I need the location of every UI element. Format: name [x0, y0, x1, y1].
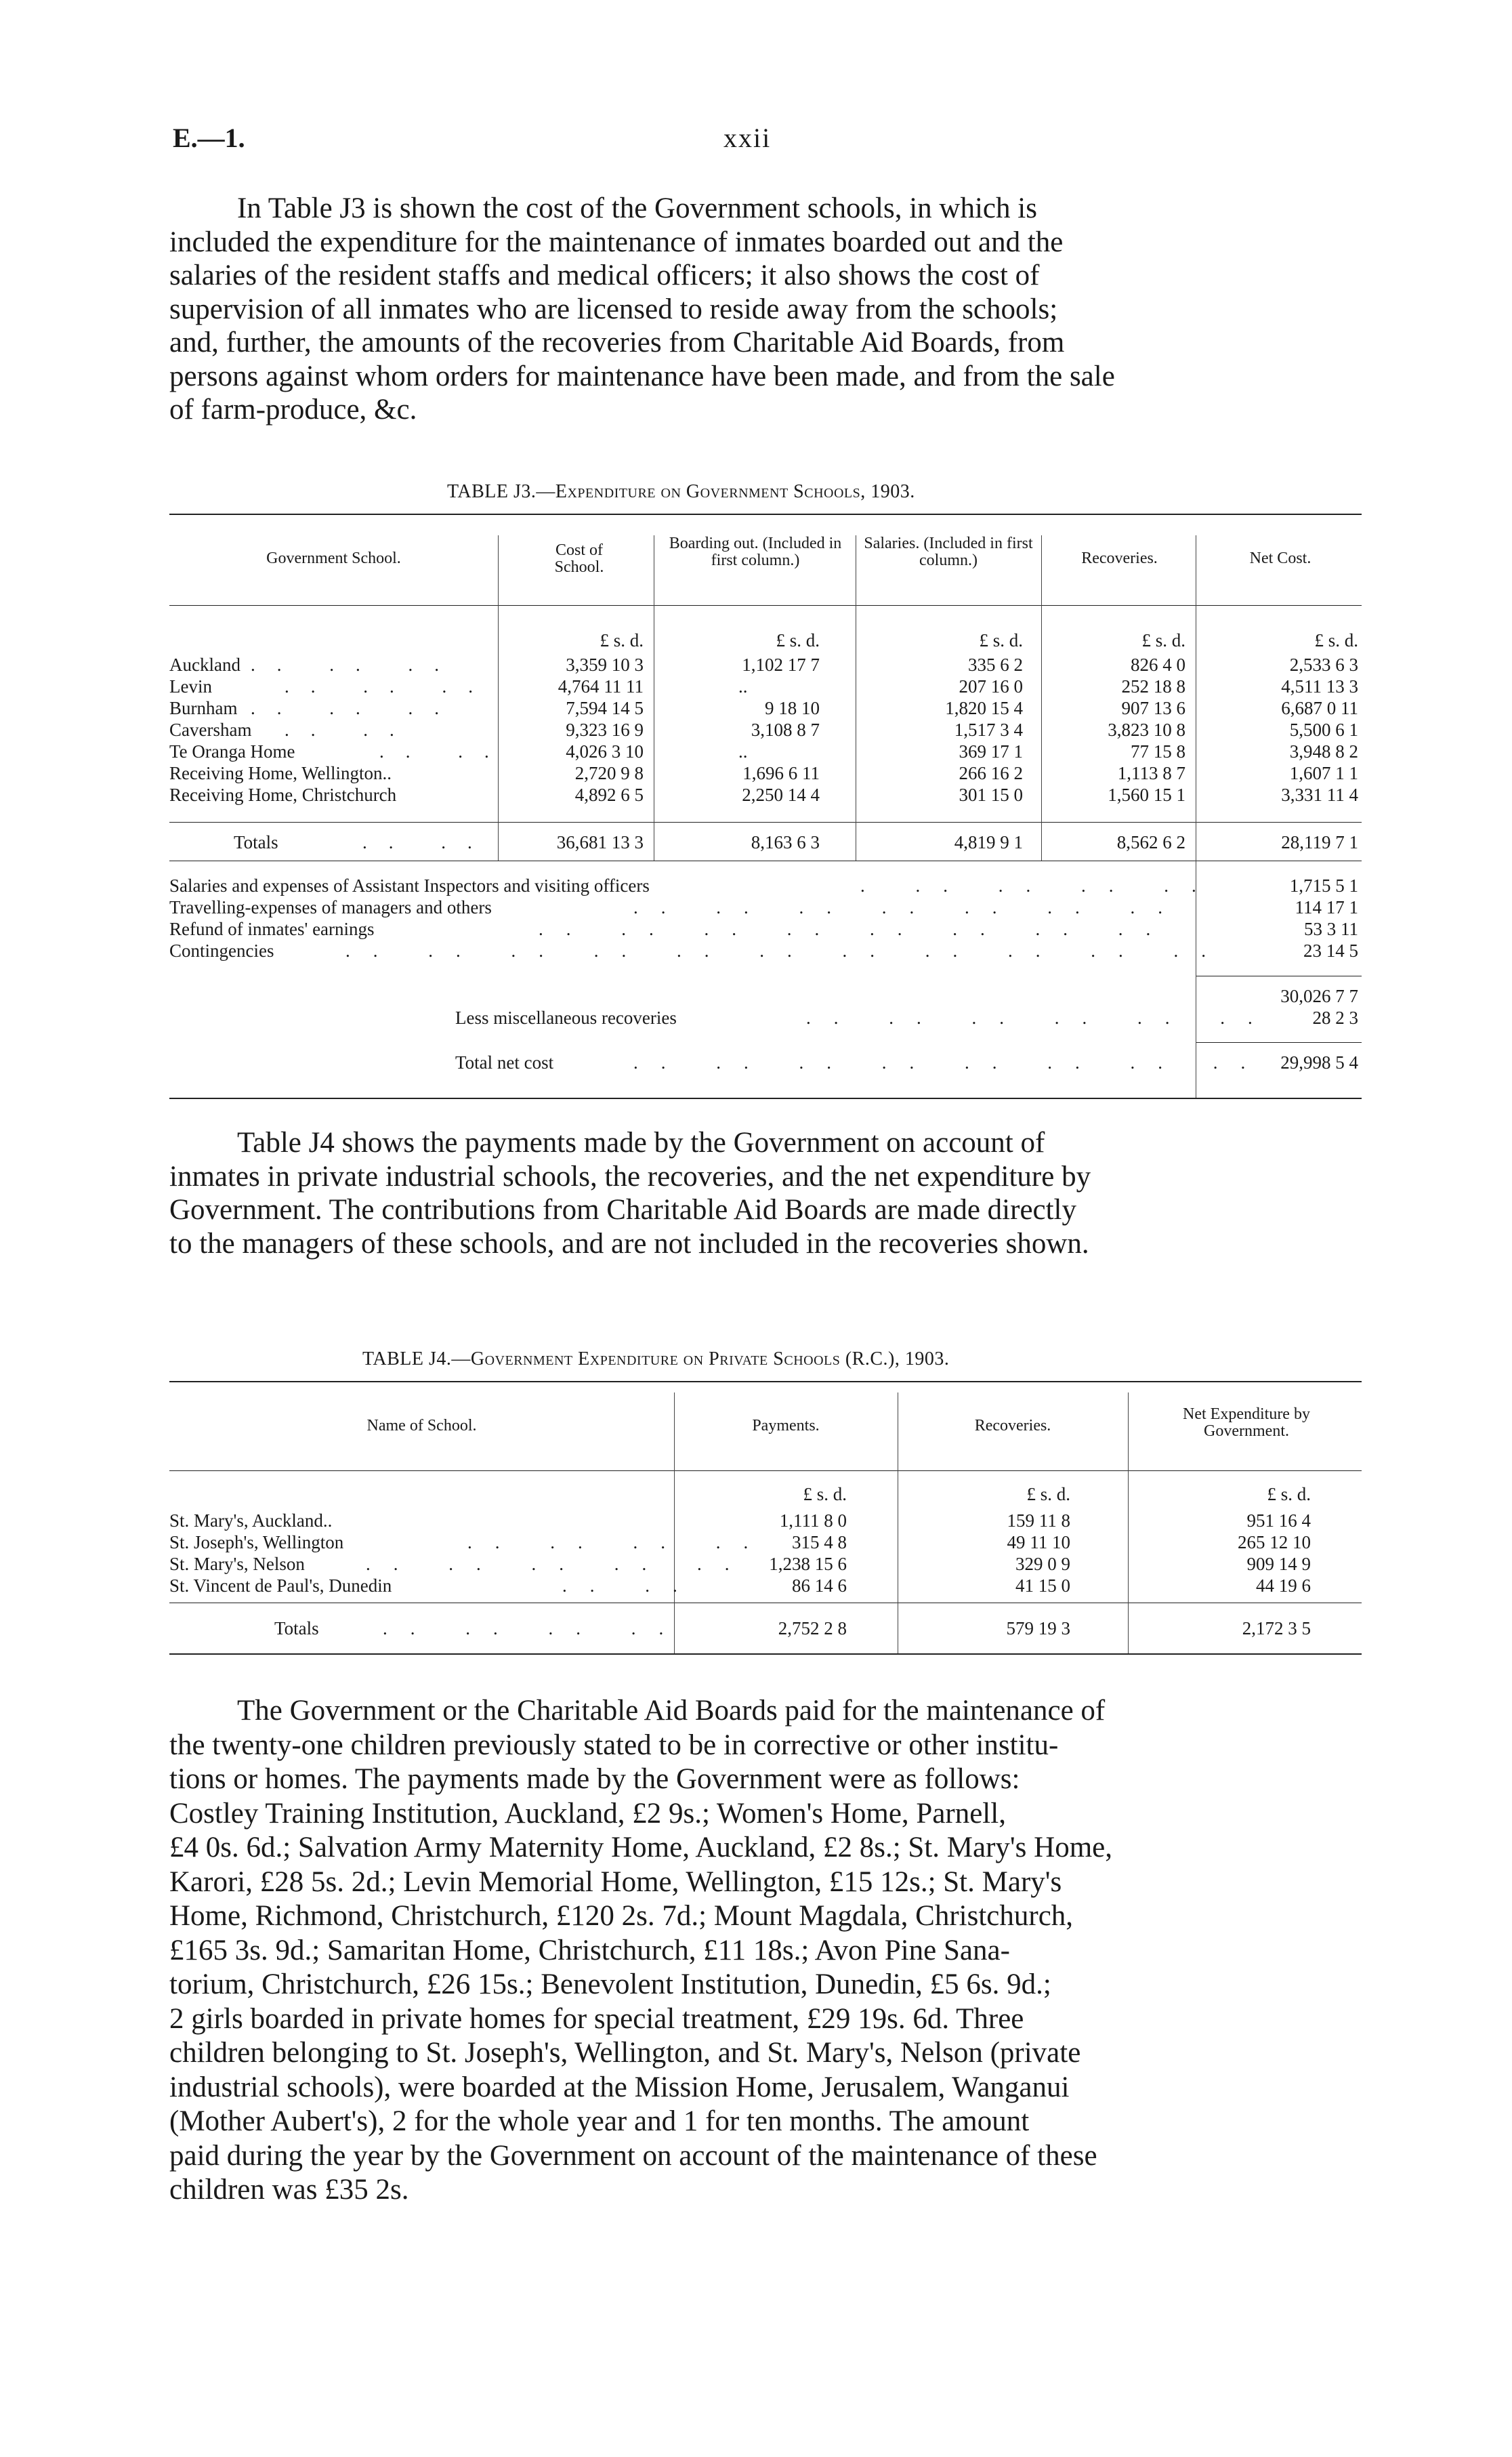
para-line: children was £35 2s. — [169, 2174, 409, 2206]
leader-dots: . .. .. .. .. — [860, 875, 1219, 896]
para-line: and, further, the amounts of the recoveries from Charitable Aid Boards, from — [169, 327, 1065, 358]
units-label: £ s. d. — [600, 630, 644, 651]
para-line: torium, Christchurch, £26 15s.; Benevolent Institution, Dunedin, £5 6s. 9d.; — [169, 1968, 1051, 2000]
para-line: industrial schools), were boarded at the Mission Home, Jerusalem, Wanganui — [169, 2071, 1070, 2103]
cost-cell: 4,892 6 5 — [574, 785, 644, 805]
para-line: the twenty-one children previously stated to be in corrective or other institu- — [169, 1729, 1059, 1761]
intro-paragraph — [169, 192, 1362, 427]
col-header-boarding: Boarding out. (Included in first column.) — [669, 535, 842, 569]
recoveries-total: 8,562 6 2 — [1116, 832, 1185, 852]
salaries-cell: 301 15 0 — [959, 785, 1023, 805]
totals-label: Totals .. .. — [234, 832, 494, 852]
payments-cell: 1,111 8 0 — [779, 1510, 847, 1531]
recoveries-cell: 159 11 8 — [1007, 1510, 1070, 1531]
extra-value: 1,715 5 1 — [1289, 875, 1358, 896]
extra-label: Contingencies — [169, 941, 274, 961]
school-name: Receiving Home, Wellington.. — [169, 763, 392, 783]
para-line: 2 girls boarded in private homes for special treatment, £29 19s. 6d. Three — [169, 2002, 1024, 2035]
table-j3-caption — [447, 481, 915, 503]
cost-cell: 4,764 11 11 — [558, 676, 644, 697]
school-name: Levin .. .. .. — [169, 676, 495, 697]
payments-cell: 1,238 15 6 — [769, 1554, 847, 1574]
school-name: Auckland .. .. .. — [169, 655, 461, 675]
leader-dots: .. .. .. .. .. .. .. .. — [633, 1052, 1269, 1073]
units-label: £ s. d. — [979, 630, 1023, 651]
para-line: (Mother Aubert's), 2 for the whole year and 1 for ten months. The amount — [169, 2105, 1030, 2137]
boarding-cell: .. — [738, 676, 748, 697]
salaries-cell: 1,517 3 4 — [954, 720, 1023, 740]
payments-paragraph — [169, 1694, 1362, 2208]
units-label: £ s. d. — [1141, 630, 1185, 651]
table-j4-caption — [362, 1348, 949, 1370]
table-caption-prefix: TABLE J4.— — [362, 1348, 471, 1369]
salaries-total: 4,819 9 1 — [954, 832, 1023, 852]
net-cell: 44 19 6 — [1256, 1575, 1311, 1596]
table-caption-prefix: TABLE J3.— — [447, 481, 555, 502]
para-line: £165 3s. 9d.; Samaritan Home, Christchurch, £11 18s.; Avon Pine Sana- — [169, 1934, 1010, 1966]
less-value: 28 2 3 — [1312, 1008, 1358, 1028]
table-caption-title: Government Expenditure on Private Schools (R.C.), 1903. — [470, 1348, 950, 1369]
cost-cell: 7,594 14 5 — [566, 698, 644, 718]
col-header-school: Government School. — [266, 550, 401, 567]
units-label: £ s. d. — [1314, 630, 1358, 651]
net-cell: 909 14 9 — [1246, 1554, 1311, 1574]
cost-cell: 2,720 9 8 — [574, 763, 644, 783]
boarding-cell: 3,108 8 7 — [751, 720, 820, 740]
para-line: In Table J3 is shown the cost of the Government schools, in which is — [237, 192, 1037, 224]
subtotal-value: 30,026 7 7 — [1280, 986, 1358, 1006]
boarding-cell: 9 18 10 — [765, 698, 820, 718]
col-header-recoveries: Recoveries. — [974, 1417, 1051, 1434]
extra-label: Refund of inmates' earnings — [169, 919, 375, 939]
boarding-total: 8,163 6 3 — [751, 832, 820, 852]
extra-label: Salaries and expenses of Assistant Inspectors and visiting officers — [169, 875, 650, 896]
para-line: The Government or the Charitable Aid Boards paid for the maintenance of — [237, 1695, 1106, 1727]
col-header-name: Name of School. — [366, 1417, 477, 1434]
extra-value: 114 17 1 — [1295, 897, 1358, 917]
cost-cell: 9,323 16 9 — [566, 720, 644, 740]
school-name: St. Mary's, Nelson .. .. .. .. .. — [169, 1554, 753, 1574]
school-name: St. Vincent de Paul's, Dunedin .. .. — [169, 1575, 700, 1596]
salaries-cell: 207 16 0 — [959, 676, 1023, 697]
col-header-salaries: Salaries. (Included in first column.) — [864, 535, 1033, 569]
net-cell: 3,331 11 4 — [1281, 785, 1358, 805]
boarding-cell: .. — [738, 741, 748, 762]
total-net-label: Total net cost — [455, 1052, 554, 1073]
recoveries-total: 579 19 3 — [1006, 1618, 1070, 1638]
para-line: £4 0s. 6d.; Salvation Army Maternity Home, Auckland, £2 8s.; St. Mary's Home, — [169, 1832, 1112, 1863]
para-line: supervision of all inmates who are licensed to reside away from the schools; — [169, 293, 1058, 325]
leader-dots: .. .. .. .. .. .. — [806, 1008, 1276, 1028]
units-label: £ s. d. — [776, 630, 820, 651]
school-name: St. Joseph's, Wellington .. .. .. .. — [169, 1532, 772, 1552]
salaries-cell: 335 6 2 — [968, 655, 1023, 675]
para-line: salaries of the resident staffs and medical officers; it also shows the cost of — [169, 260, 1040, 291]
page-section-code: E.—1. — [173, 123, 245, 153]
table-caption-title: Expenditure on Government Schools, 1903. — [555, 481, 915, 502]
cost-cell: 4,026 3 10 — [566, 741, 644, 762]
school-name: Te Oranga Home .. .. — [169, 741, 511, 762]
net-cell: 2,533 6 3 — [1289, 655, 1358, 675]
para-line: Costley Training Institution, Auckland, £2 9s.; Women's Home, Parnell, — [169, 1797, 1006, 1830]
para-line: Table J4 shows the payments made by the Government on account of — [237, 1127, 1045, 1159]
recoveries-cell: 826 4 0 — [1131, 655, 1185, 675]
para-line: tions or homes. The payments made by the Government were as follows: — [169, 1763, 1020, 1795]
salaries-cell: 1,820 15 4 — [945, 698, 1023, 718]
extra-label: Travelling-expenses of managers and others — [169, 897, 492, 917]
para-line: paid during the year by the Government on account of the maintenance of these — [169, 2139, 1097, 2172]
salaries-cell: 369 17 1 — [959, 741, 1023, 762]
recoveries-cell: 1,560 15 1 — [1108, 785, 1185, 805]
col-header-net: Net Expenditure by Government. — [1183, 1405, 1310, 1440]
recoveries-cell: 77 15 8 — [1131, 741, 1185, 762]
recoveries-cell: 907 13 6 — [1121, 698, 1185, 718]
school-name: Caversham .. .. — [169, 720, 416, 740]
recoveries-cell: 252 18 8 — [1121, 676, 1185, 697]
para-line: Government. The contributions from Charitable Aid Boards are made directly — [169, 1194, 1077, 1226]
para-line: of farm-produce, &c. — [169, 394, 417, 426]
recoveries-cell: 41 15 0 — [1015, 1575, 1070, 1596]
para-line: persons against whom orders for maintenance have been made, and from the sale — [169, 360, 1115, 392]
recoveries-cell: 3,823 10 8 — [1108, 720, 1185, 740]
boarding-cell: 2,250 14 4 — [742, 785, 820, 805]
net-cell: 1,607 1 1 — [1289, 763, 1358, 783]
net-total: 2,172 3 5 — [1242, 1618, 1311, 1638]
units-label: £ s. d. — [803, 1484, 847, 1504]
para-line: inmates in private industrial schools, the recoveries, and the net expenditure by — [169, 1160, 1091, 1193]
net-cell: 4,511 13 3 — [1281, 676, 1358, 697]
col-header-recoveries: Recoveries. — [1081, 550, 1158, 567]
leader-dots: .. .. .. .. .. .. .. — [633, 897, 1185, 917]
col-header-payments: Payments. — [752, 1417, 820, 1434]
salaries-cell: 266 16 2 — [959, 763, 1023, 783]
payments-cell: 86 14 6 — [792, 1575, 847, 1596]
payments-total: 2,752 2 8 — [778, 1618, 847, 1638]
units-label: £ s. d. — [1026, 1484, 1070, 1504]
totals-label: Totals .. .. .. .. — [274, 1618, 687, 1638]
boarding-cell: 1,102 17 7 — [742, 655, 820, 675]
para-line: Home, Richmond, Christchurch, £120 2s. 7d.; Mount Magdala, Christchurch, — [169, 1900, 1074, 1932]
leader-dots: .. .. .. .. .. .. .. .. — [539, 919, 1174, 939]
para-line: included the expenditure for the maintenance of inmates boarded out and the — [169, 226, 1064, 258]
recoveries-cell: 49 11 10 — [1007, 1532, 1070, 1552]
extra-value: 23 14 5 — [1303, 941, 1358, 961]
cost-total: 36,681 13 3 — [556, 832, 644, 852]
col-header-cost: Cost of School. — [554, 541, 604, 576]
total-net-value: 29,998 5 4 — [1280, 1052, 1358, 1073]
payments-cell: 315 4 8 — [792, 1532, 847, 1552]
net-cell: 3,948 8 2 — [1289, 741, 1358, 762]
cost-cell: 3,359 10 3 — [566, 655, 644, 675]
boarding-cell: 1,696 6 11 — [742, 763, 820, 783]
net-cell: 6,687 0 11 — [1281, 698, 1358, 718]
school-name: Burnham .. .. .. — [169, 698, 461, 718]
less-label: Less miscellaneous recoveries — [455, 1008, 677, 1028]
page-number: xxii — [723, 123, 772, 153]
extra-value: 53 3 11 — [1304, 919, 1358, 939]
col-header-net: Net Cost. — [1249, 550, 1311, 567]
school-name: St. Mary's, Auckland.. — [169, 1510, 333, 1531]
para-line: children belonging to St. Joseph's, Wellington, and St. Mary's, Nelson (private — [169, 2037, 1081, 2069]
para-line: Karori, £28 5s. 2d.; Levin Memorial Home, Wellington, £15 12s.; St. Mary's — [169, 1865, 1062, 1898]
leader-dots: .. .. .. .. .. .. .. .. .. .. .. — [345, 941, 1229, 961]
net-cell: 5,500 6 1 — [1289, 720, 1358, 740]
recoveries-cell: 1,113 8 7 — [1117, 763, 1185, 783]
recoveries-cell: 329 0 9 — [1015, 1554, 1070, 1574]
table-j4-intro-paragraph — [169, 1126, 1362, 1260]
units-label: £ s. d. — [1267, 1484, 1311, 1504]
para-line: to the managers of these schools, and are not included in the recoveries shown. — [169, 1227, 1089, 1260]
net-total: 28,119 7 1 — [1281, 832, 1358, 852]
school-name: Receiving Home, Christchurch — [169, 785, 397, 805]
net-cell: 951 16 4 — [1246, 1510, 1311, 1531]
net-cell: 265 12 10 — [1238, 1532, 1311, 1552]
